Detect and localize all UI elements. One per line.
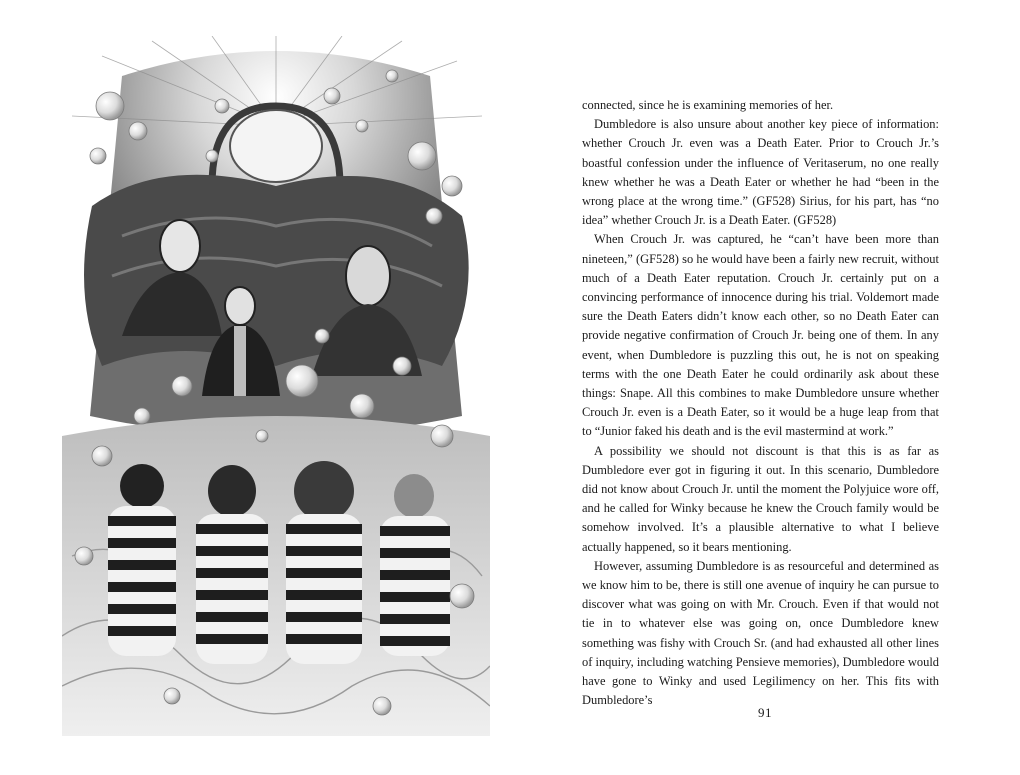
paragraph: When Crouch Jr. was captured, he “can’t have been more than nineteen,” (GF528) so he would have been a fairly new recruit, without much of a Death Eater reputation. Crouch Jr. certainly put on a convincing performance of innocence during his trial. Voldemort made sure the Death Eaters didn’t know each other, so no Death Eater can provide negative confirmation of Crouch Jr. being one of them. In any event, when Dumbledore is puzzling this out, he is not on speaking terms with the one Death Eater he could ordinarily ask about these things: Snape. All this combines to make Dumbledore unsure whether Crouch Jr. even is a Death Eater, so it would be a huge leap from that to “Junior faked his death and is the evil mastermind at work.” (582, 232, 939, 439)
paragraph: Dumbledore is also unsure about another key piece of information: whether Crouch Jr. even was a Death Eater. Prior to Crouch Jr.’s boastful confession under the influence of Veritaserum, no one really knew whether he was a Death Eater or whether he had “been in the wrong place at the wrong time.” (GF528) Sirius, for his part, has “no idea” whether Crouch Jr. is a Death Eater. (GF528) (582, 117, 939, 228)
pensieve-illustration (62, 36, 490, 736)
body-text (582, 96, 939, 711)
paragraph: connected, since he is examining memories of her. (582, 98, 834, 112)
page-number: 91 (758, 705, 772, 720)
paragraph: However, assuming Dumbledore is as resourceful and determined as we know him to be, there is still one avenue of inquiry he can pursue to discover what was going on with Mr. Crouch. Even if that would not tie in to whatever else was going on, once Dumbledore knew something was fishy with Crouch Sr. (and had exhausted all other lines of inquiry, including watching Pensieve memories), Dumbledore would have gone to Winky and used Legilimency on her. This fits with Dumbledore’s (582, 558, 939, 708)
paragraph: A possibility we should not discount is that this is as far as Dumbledore ever got in figuring it out. In this scenario, Dumbledore did not know about Crouch Jr. until the moment the Polyjuice wore off, and he called for Winky because he knew the Crouch family would be somehow involved. It’s a plausible alternative to what I believe actually happened, so it bears mentioning. (582, 443, 939, 554)
right-page (510, 0, 1020, 775)
